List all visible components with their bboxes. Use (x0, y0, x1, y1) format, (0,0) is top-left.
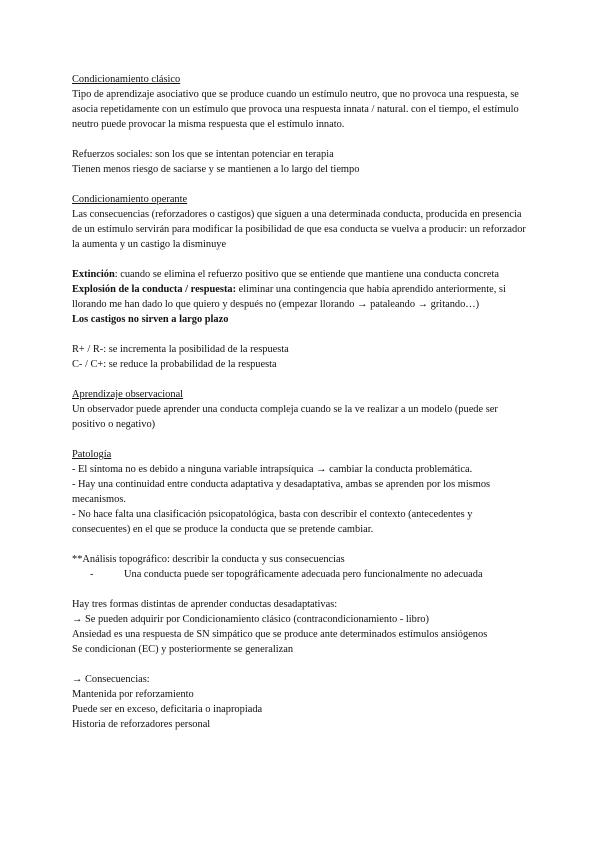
patologia-bullet-3: - No hace falta una clasificación psicopatológica, basta con describir el contexto (antecedentes y consecuentes) en el que se produce la conducta que se pretende cambiar. (72, 509, 473, 535)
consecuencias-line-1: → Consecuencias: (72, 674, 150, 685)
consecuencias-line-4: Historia de reforzadores personal (72, 719, 211, 730)
extincion-label: Extinción (72, 269, 115, 280)
heading-aprendizaje-observacional: Aprendizaje observacional (72, 389, 184, 400)
formas-line-2: → Se pueden adquirir por Condicionamiento clásico (contracondicionamiento - libro) (72, 614, 429, 625)
consecuencias-line-3: Puede ser en exceso, deficitaria o inapropiada (72, 704, 263, 715)
analisis-topografico-line: **Análisis topográfico: describir la conducta y sus consecuencias (72, 554, 345, 565)
explosion-label: Explosión de la conducta / respuesta: (72, 284, 237, 295)
formas-line-3: Ansiedad es una respuesta de SN simpático que se produce ante determinados estímulos ansiógenos (72, 629, 488, 640)
heading-condicionamiento-clasico: Condicionamiento clásico (72, 74, 181, 85)
consecuencias-line-2: Mantenida por reforzamiento (72, 689, 194, 700)
heading-patologia: Patología (72, 449, 112, 460)
cminus-line: C- / C+: se reduce la probabilidad de la respuesta (72, 359, 277, 370)
patologia-bullet-1: - El síntoma no es debido a ninguna variable intrapsíquica → cambiar la conducta problemática. (72, 464, 473, 475)
extincion-paragraph (72, 267, 532, 282)
document-body (72, 72, 532, 732)
formas-line-4: Se condicionan (EC) y posteriormente se generalizan (72, 644, 294, 655)
paragraph-clasico: Tipo de aprendizaje asociativo que se produce cuando un estímulo neutro, que no provoca una respuesta, se asocia repetidamente con un estímulo que provoca una respuesta innata / natural. con el tiempo, el estímulo neutro puede provocar la misma respuesta que el estímulo innato. (72, 89, 519, 130)
paragraph-observacional: Un observador puede aprender una conducta compleja cuando se la ve realizar a un modelo (puede ser positivo o negativo) (72, 404, 498, 430)
explosion-text: eliminar una contingencia que había aprendido anteriormente, si llorando me han dado lo que quiero y después no (empezar llorando → pataleando → gritando…) (72, 284, 506, 310)
explosion-paragraph (72, 282, 532, 312)
heading-condicionamiento-operante: Condicionamiento operante (72, 194, 188, 205)
refuerzos-line-1: Refuerzos sociales: son los que se intentan potenciar en terapia (72, 149, 334, 160)
extincion-text: : cuando se elimina el refuerzo positivo que se entiende que mantiene una conducta concreta (114, 269, 500, 280)
analisis-sub-text: Una conducta puede ser topográficamente adecuada pero funcionalmente no adecuada (124, 569, 483, 580)
dash-bullet: - (90, 569, 94, 580)
analisis-sub-item (72, 567, 532, 582)
castigos-line: Los castigos no sirven a largo plazo (72, 314, 229, 325)
refuerzos-line-2: Tienen menos riesgo de saciarse y se mantienen a lo largo del tiempo (72, 164, 360, 175)
formas-line-1: Hay tres formas distintas de aprender conductas desadaptativas: (72, 599, 338, 610)
rplus-line: R+ / R-: se incrementa la posibilidad de la respuesta (72, 344, 289, 355)
paragraph-operante: Las consecuencias (reforzadores o castigos) que siguen a una determinada conducta, producida en presencia de un estímulo servirán para modificar la posibilidad de que esa conducta se vuelva a producir: un reforzador la aumenta y un castigo la disminuye (72, 209, 526, 250)
patologia-bullet-2: - Hay una continuidad entre conducta adaptativa y desadaptativa, ambas se aprenden por los mismos mecanismos. (72, 479, 491, 505)
